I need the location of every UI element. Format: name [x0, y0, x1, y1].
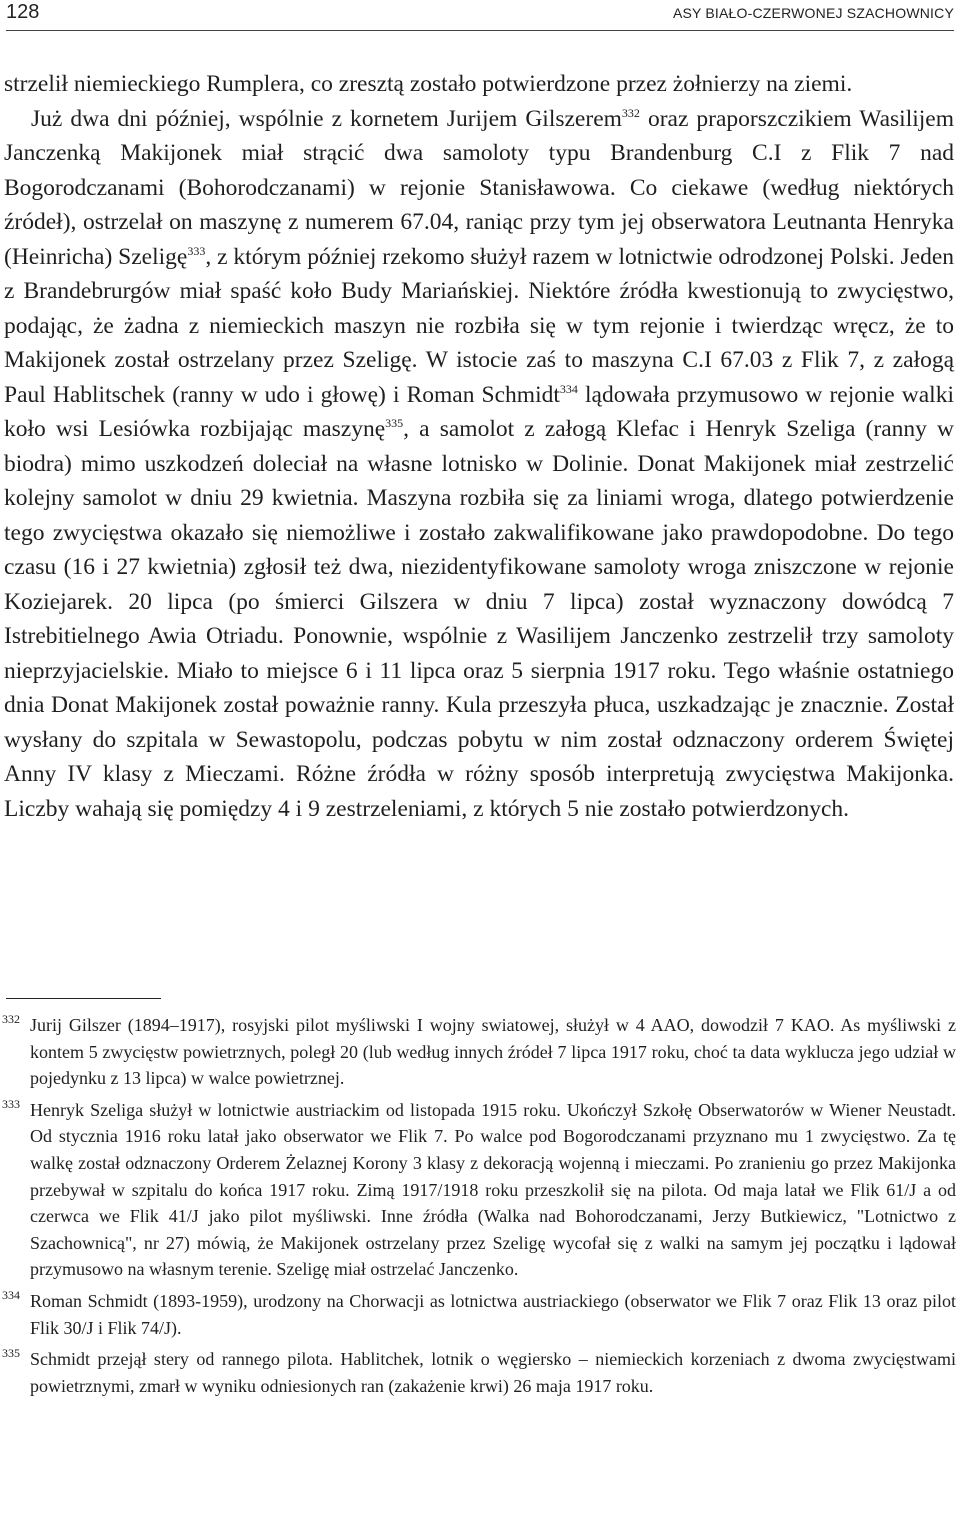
text-run: Już dwa dni później, wspólnie z kornetem Jurijem Gilszerem [31, 105, 622, 132]
footnote-ref: 335 [385, 416, 404, 430]
footnote-text: Schmidt przejął stery od rannego pilota. Hablitchek, lotnik o węgiersko – niemieckich korzeniach z dwoma zwycięstwami powietrznymi, zmarł w wyniku odniesionych ran (zakażenie krwi) 26 maja 1917 roku. [30, 1349, 956, 1396]
page-header [6, 0, 954, 31]
text-run: oraz praporszczikiem Wasilijem Janczenką Makijonek miał strącić dwa samoloty typu Brandenburg C.I z Flik 7 nad Bogorodczanami (Bohorodczanami) w rejonie Stanisławowa. Co ciekawe (według niektórych źródeł), ostrzelał on maszynę z numerem 67.04, raniąc przy tym jej obserwatora Leutnanta Henryka (Heinricha) Szeligę [4, 105, 955, 270]
footnote-ref: 332 [621, 105, 640, 120]
footnote-ref: 333 [187, 243, 206, 258]
footnote-number: 334 [2, 1287, 20, 1302]
footnote [0, 1288, 956, 1341]
footnote [0, 1097, 956, 1283]
footnotes [0, 1012, 956, 1404]
footnote-ref: 334 [559, 381, 578, 396]
footnote-text: Jurij Gilszer (1894–1917), rosyjski pilot myśliwski I wojny swiatowej, służył w 4 AAO, dowodził 7 KAO. As myśliwski z kontem 5 zwycięstw powietrznych, poległ 20 (lub według innych źródeł 7 lipca 1917 roku, choć ta data wyklucza jego udział w pojedynku z 13 lipca) w walce powietrznej. [30, 1015, 956, 1089]
footnote-number: 333 [2, 1096, 20, 1111]
main-text [4, 67, 954, 826]
running-title: ASY BIAŁO-CZERWONEJ SZACHOWNICY [672, 5, 954, 21]
text-run: lądowała przymusowo w rejonie walki koło wsi Lesiówka rozbijając maszynę [4, 381, 954, 442]
footnote-number: 335 [2, 1346, 20, 1361]
footnote-number: 332 [2, 1012, 20, 1026]
footnote [0, 1346, 956, 1399]
paragraph [4, 102, 954, 827]
paragraph: strzelił niemieckiego Rumplera, co zresztą zostało potwierdzone przez żołnierzy na ziemi. [4, 71, 853, 97]
text-run: , a samolot z załogą Klefac i Henryk Szeliga (ranny w biodra) mimo uszkodzeń doleciał na własne lotnisko w Dolinie. Donat Makijonek miał zestrzelić kolejny samolot w dniu 29 kwietnia. Maszyna rozbiła się za liniami wroga, dlatego potwierdzenie tego zwycięstwa okazało się niemożliwe i zostało zakwalifikowane jako prawdopodobne. Do tego czasu (16 i 27 kwietnia) zgłosił też dwa, niezidentyfikowane samoloty wroga zniszczone w rejonie Koziejarek. 20 lipca (po śmierci Gilszera w dniu 7 lipca) został wyznaczony dowódcą 7 Istrebitielnego Awia Otriadu. Ponownie, wspólnie z Wasilijem Janczenko zestrzelił trzy samoloty nieprzyjacielskie. Miało to miejsce 6 i 11 lipca oraz 5 sierpnia 1917 roku. Tego właśnie ostatniego dnia Donat Makijonek został poważnie ranny. Kula przeszyła płuca, uszkadzając je znacznie. Został wysłany do szpitala w Sewastopolu, podczas pobytu w nim został odznaczony orderem Świętej Anny IV klasy z Mieczami. Różne źródła w różny sposób interpretują zwycięstwa Makijonka. Liczby wahają się pomiędzy 4 i 9 zestrzeleniami, z których 5 nie zostało potwierdzonych. [4, 416, 954, 822]
page-number: 128 [6, 1, 40, 23]
text-run: , z którym później rzekomo służył razem w lotnictwie odrodzonej Polski. Jeden z Brandebrurgów miał spaść koło Budy Mariańskiej. Niektóre źródła kwestionują to zwycięstwo, podając, że żadna z niemieckich maszyn nie rozbiła się w tym rejonie i twierdząc wręcz, że to Makijonek został ostrzelany przez Szeligę. W istocie zaś to maszyna C.I 67.03 z Flik 7, z załogą Paul Hablitschek (ranny w udo i głowę) i Roman Schmidt [4, 243, 955, 408]
footnote-text: Henryk Szeliga służył w lotnictwie austriackim od listopada 1915 roku. Ukończył Szkołę Obserwatorów w Wiener Neustadt. Od stycznia 1916 roku latał jako obserwator we Flik 7. Po walce pod Bogorodczanami przyznano mu 1 zwycięstwo. Za tę walkę został odznaczony Orderem Żelaznej Korony 3 klasy z dekoracją wojenną i mieczami. Po zranieniu go przez Makijonka przebywał w szpitalu do końca 1917 roku. Zimą 1917/1918 roku przeszkolił się na pilota. Od maja latał we Flik 61/J a od czerwca we Flik 41/J jako pilot myśliwski. Inne źródła (Walka nad Bohorodczanami, Jerzy Butkiewicz, "Lotnictwo z Szachownicą", nr 27) mówią, że Makijonek ostrzelany przez Szeligę wycofał się z walki na samym jej początku i lądował przymusowo na własnym terenie. Szeligę miał ostrzelać Janczenko. [30, 1099, 956, 1280]
footnote-separator [6, 998, 161, 999]
footnote-text: Roman Schmidt (1893-1959), urodzony na Chorwacji as lotnictwa austriackiego (obserwator we Flik 7 oraz Flik 13 oraz pilot Flik 30/J i Flik 74/J). [30, 1290, 956, 1338]
footnote [0, 1012, 956, 1092]
